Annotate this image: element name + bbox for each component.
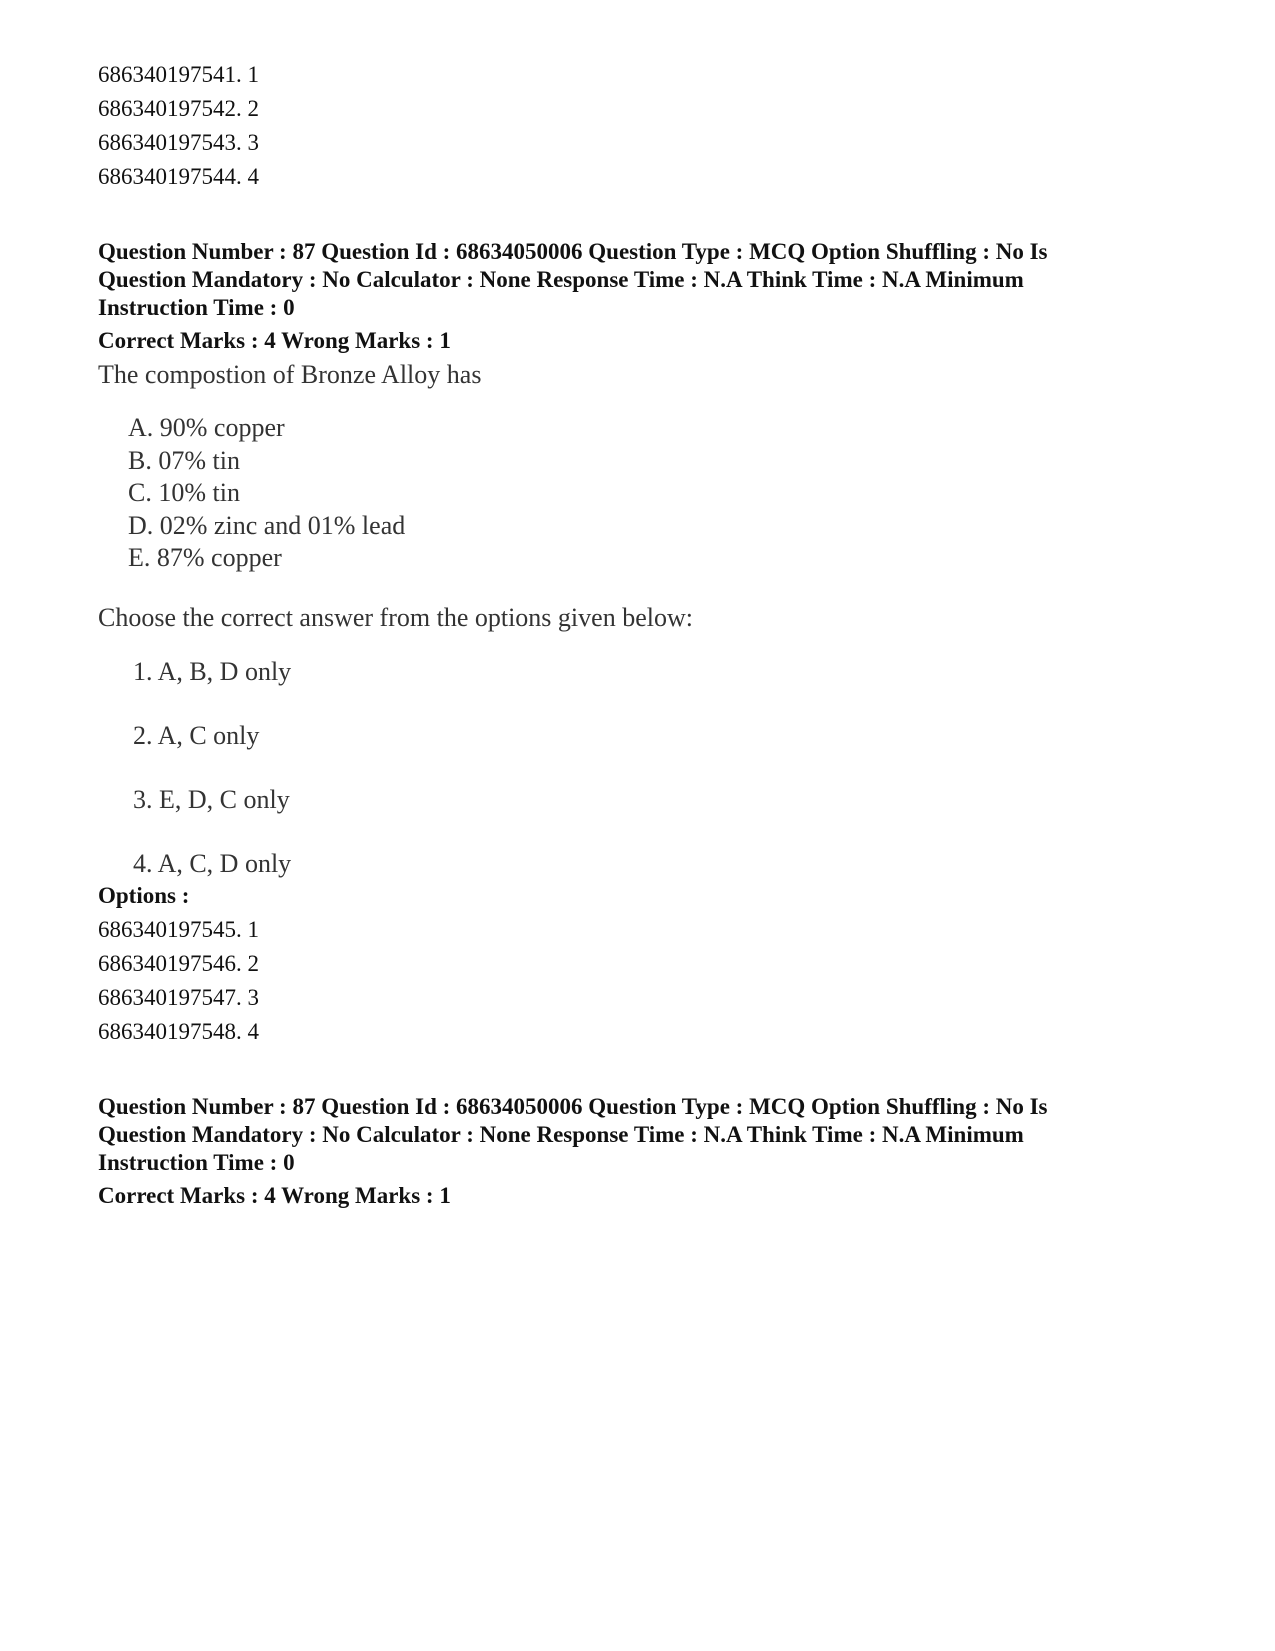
answer-choice: 3. E, D, C only <box>133 784 290 814</box>
answer-choice: 2. A, C only <box>133 720 260 750</box>
statement-item: C. 10% tin <box>128 478 240 507</box>
options-label: Options : <box>98 882 190 908</box>
option-item: 686340197546. 2 <box>98 950 259 976</box>
answer-choice-list <box>98 655 1178 881</box>
question-text: The compostion of Bronze Alloy has <box>98 360 482 389</box>
document-page <box>98 58 1178 1211</box>
option-item: 686340197543. 3 <box>98 130 259 155</box>
statement-item: B. 07% tin <box>128 445 240 475</box>
option-list <box>98 913 1178 1049</box>
option-item: 686340197542. 2 <box>98 96 259 121</box>
question-block <box>98 238 1178 1049</box>
statement-list <box>98 412 1178 575</box>
question-header: Question Number : 87 Question Id : 68634050006 Question Type : MCQ Option Shuffling : No Is Question Mandatory : No Calculator : None Response Time : N.A Think Time : N.A Minimum Instruction Time : 0 <box>98 1093 1048 1175</box>
top-option-list <box>98 58 1178 194</box>
option-item: 686340197544. 4 <box>98 164 259 189</box>
option-item: 686340197547. 3 <box>98 984 259 1010</box>
statement-item: D. 02% zinc and 01% lead <box>128 510 406 540</box>
choose-instruction: Choose the correct answer from the options given below: <box>98 602 693 632</box>
statement-item: A. 90% copper <box>128 413 285 442</box>
next-question-block <box>98 1093 1178 1211</box>
option-item: 686340197545. 1 <box>98 916 259 942</box>
answer-choice: 1. A, B, D only <box>133 656 292 686</box>
answer-choice: 4. A, C, D only <box>133 848 292 878</box>
question-header: Question Number : 87 Question Id : 68634050006 Question Type : MCQ Option Shuffling : No Is Question Mandatory : No Calculator : None Response Time : N.A Think Time : N.A Minimum Instruction Time : 0 <box>98 239 1048 320</box>
question-marks: Correct Marks : 4 Wrong Marks : 1 <box>98 328 451 353</box>
question-marks: Correct Marks : 4 Wrong Marks : 1 <box>98 1182 451 1208</box>
statement-item: E. 87% copper <box>128 543 282 572</box>
option-item: 686340197541. 1 <box>98 62 259 87</box>
option-item: 686340197548. 4 <box>98 1018 259 1044</box>
